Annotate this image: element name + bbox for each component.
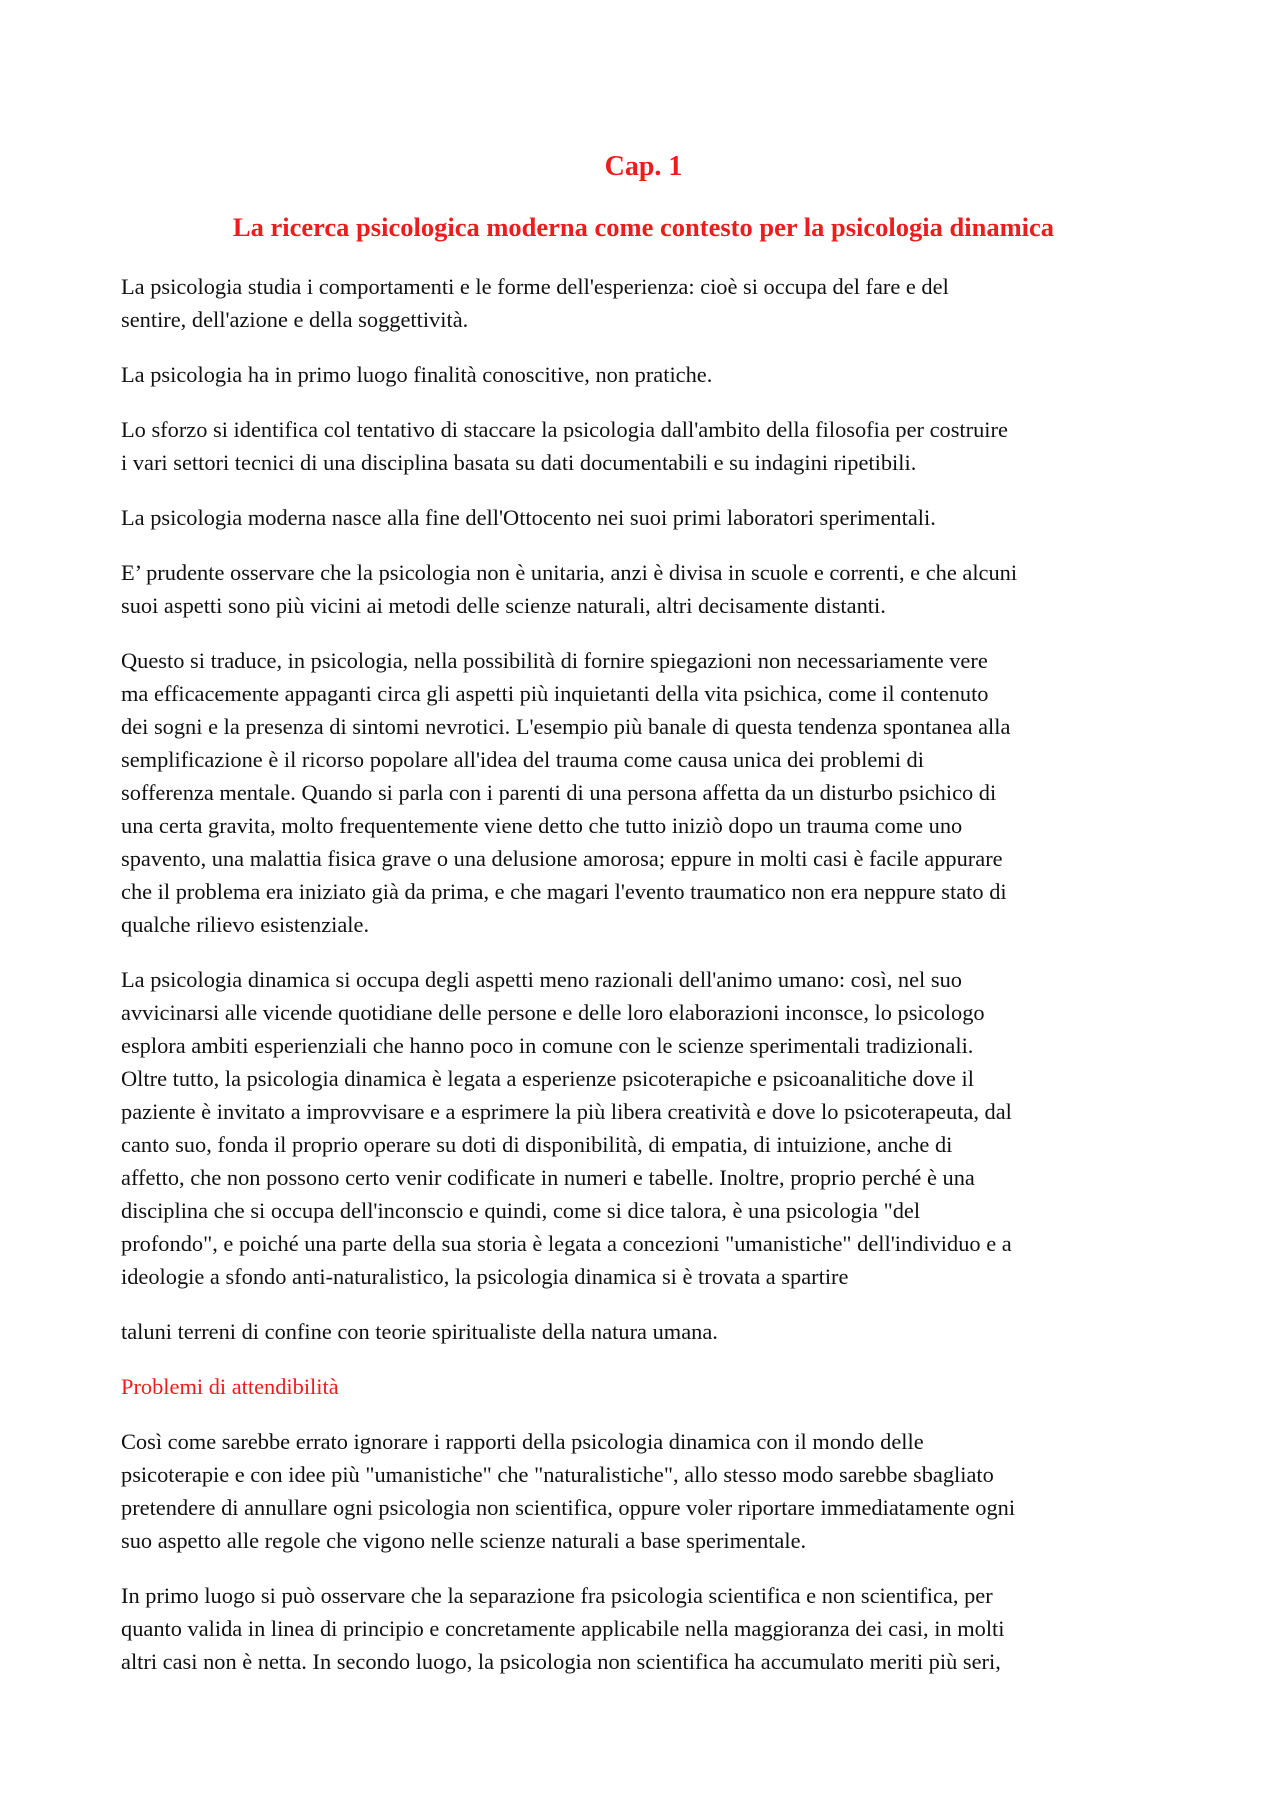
text-line: Così come sarebbe errato ignorare i rapporti della psicologia dinamica con il mondo delle: [121, 1429, 924, 1454]
text-line: che il problema era iniziato già da prima, e che magari l'evento traumatico non era neppure stato di: [121, 879, 1007, 904]
text-line: La psicologia moderna nasce alla fine dell'Ottocento nei suoi primi laboratori sperimentali.: [121, 505, 936, 530]
text-line: pretendere di annullare ogni psicologia non scientifica, oppure voler riportare immediatamente ogni: [121, 1495, 1016, 1520]
text-line: affetto, che non possono certo venir codificate in numeri e tabelle. Inoltre, proprio perché è una: [121, 1165, 975, 1190]
paragraph: [121, 1425, 1166, 1557]
document-body: [121, 270, 1166, 1700]
text-line: quanto valida in linea di principio e concretamente applicabile nella maggioranza dei casi, in molti: [121, 1616, 1005, 1641]
paragraph: [121, 413, 1166, 479]
text-line: ma efficacemente appaganti circa gli aspetti più inquietanti della vita psichica, come il contenuto: [121, 681, 989, 706]
text-line: suo aspetto alle regole che vigono nelle scienze naturali a base sperimentale.: [121, 1528, 807, 1553]
text-line: La psicologia dinamica si occupa degli aspetti meno razionali dell'animo umano: così, nel suo: [121, 967, 962, 992]
paragraph: [121, 1315, 1166, 1348]
text-line: sentire, dell'azione e della soggettività.: [121, 307, 469, 332]
paragraph-group: [121, 270, 1166, 1348]
text-line: avvicinarsi alle vicende quotidiane delle persone e delle loro elaborazioni inconsce, lo psicologo: [121, 1000, 985, 1025]
paragraph: [121, 501, 1166, 534]
text-line: Questo si traduce, in psicologia, nella possibilità di fornire spiegazioni non necessariamente vere: [121, 648, 988, 673]
text-line: In primo luogo si può osservare che la separazione fra psicologia scientifica e non scientifica, per: [121, 1583, 993, 1608]
text-line: La psicologia studia i comportamenti e le forme dell'esperienza: cioè si occupa del fare e del: [121, 274, 949, 299]
text-line: una certa gravita, molto frequentemente viene detto che tutto iniziò dopo un trauma come uno: [121, 813, 963, 838]
text-line: psicoterapie e con idee più "umanistiche" che "naturalistiche", allo stesso modo sarebbe sbagliato: [121, 1462, 994, 1487]
paragraph: [121, 963, 1166, 1293]
section-paragraph-group: [121, 1425, 1166, 1678]
text-line: La psicologia ha in primo luogo finalità conoscitive, non pratiche.: [121, 362, 713, 387]
text-line: paziente è invitato a improvvisare e a esprimere la più libera creatività e dove lo psicoterapeuta, dal: [121, 1099, 1012, 1124]
chapter-title: La ricerca psicologica moderna come contesto per la psicologia dinamica: [232, 212, 1055, 242]
text-line: altri casi non è netta. In secondo luogo, la psicologia non scientifica ha accumulato meriti più seri,: [121, 1649, 1001, 1674]
paragraph: [121, 358, 1166, 391]
text-line: esplora ambiti esperienziali che hanno poco in comune con le scienze sperimentali tradizionali.: [121, 1033, 974, 1058]
text-line: i vari settori tecnici di una disciplina basata su dati documentabili e su indagini ripetibili.: [121, 450, 917, 475]
text-line: qualche rilievo esistenziale.: [121, 912, 370, 937]
text-line: E’ prudente osservare che la psicologia non è unitaria, anzi è divisa in scuole e correnti, e che alcuni: [121, 560, 1018, 585]
paragraph: [121, 1579, 1166, 1678]
text-line: suoi aspetti sono più vicini ai metodi delle scienze naturali, altri decisamente distanti.: [121, 593, 886, 618]
text-line: sofferenza mentale. Quando si parla con i parenti di una persona affetta da un disturbo psichico di: [121, 780, 997, 805]
text-line: Oltre tutto, la psicologia dinamica è legata a esperienze psicoterapiche e psicoanalitiche dove il: [121, 1066, 974, 1091]
text-line: Lo sforzo si identifica col tentativo di staccare la psicologia dall'ambito della filosofia per costruire: [121, 417, 1008, 442]
text-line: taluni terreni di confine con teorie spiritualiste della natura umana.: [121, 1319, 718, 1344]
paragraph: [121, 644, 1166, 941]
text-line: semplificazione è il ricorso popolare all'idea del trauma come causa unica dei problemi di: [121, 747, 924, 772]
text-line: profondo", e poiché una parte della sua storia è legata a concezioni "umanistiche" dell'individuo e a: [121, 1231, 1012, 1256]
paragraph: [121, 556, 1166, 622]
text-line: spavento, una malattia fisica grave o una delusione amorosa; eppure in molti casi è facile appurare: [121, 846, 1003, 871]
text-line: canto suo, fonda il proprio operare su doti di disponibilità, di empatia, di intuizione, anche di: [121, 1132, 953, 1157]
text-line: dei sogni e la presenza di sintomi nevrotici. L'esempio più banale di questa tendenza spontanea alla: [121, 714, 1011, 739]
paragraph: [121, 270, 1166, 336]
section-heading: Problemi di attendibilità: [121, 1374, 339, 1399]
chapter-heading: Cap. 1: [604, 151, 683, 182]
text-line: disciplina che si occupa dell'inconscio e quindi, come si dice talora, è una psicologia "del: [121, 1198, 921, 1223]
text-line: ideologie a sfondo anti-naturalistico, la psicologia dinamica si è trovata a spartire: [121, 1264, 849, 1289]
